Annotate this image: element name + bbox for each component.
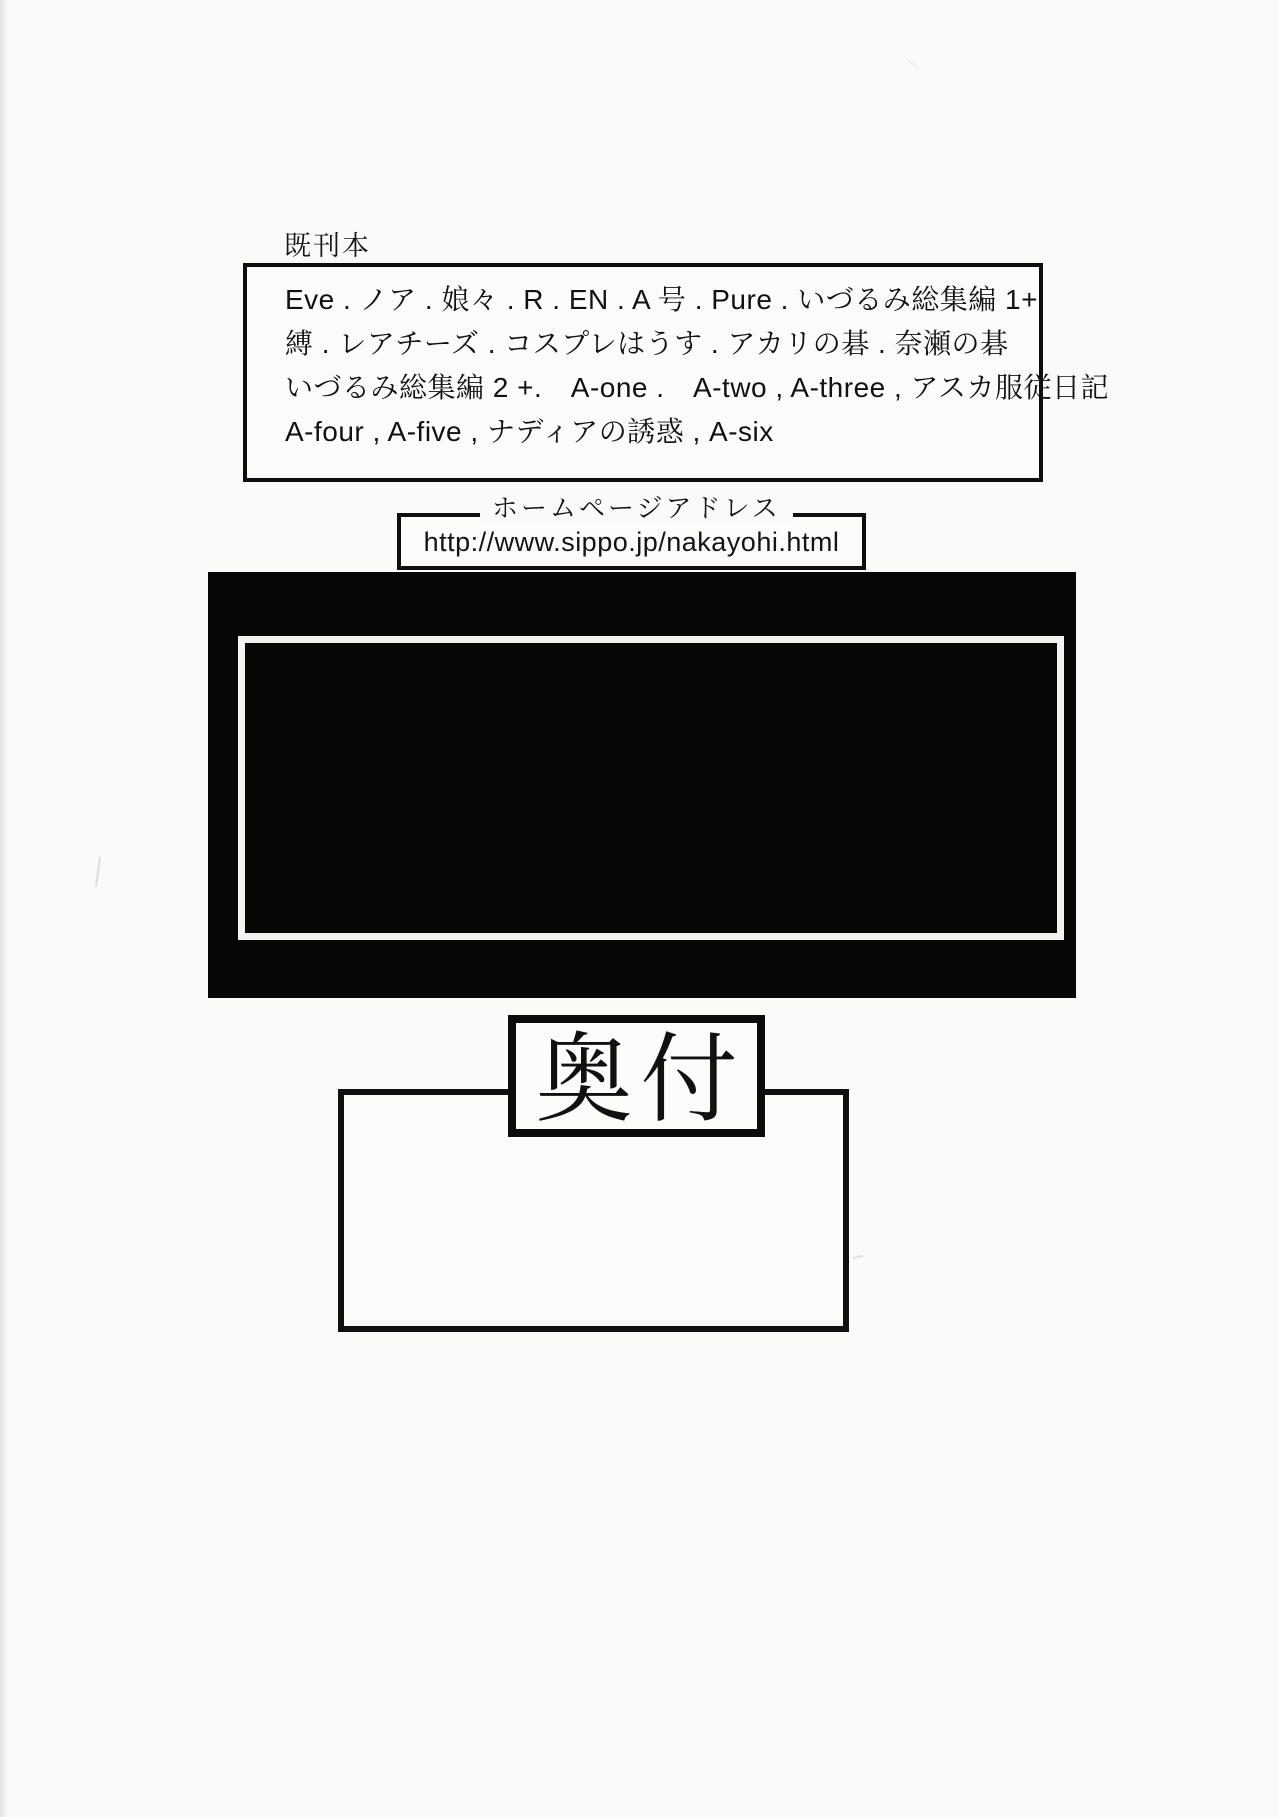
back-catalog-line: 縛 . レアチーズ . コスプレはうす . アカリの碁 . 奈瀬の碁	[285, 328, 1009, 359]
back-catalog-list	[285, 278, 1109, 454]
censored-image-inner-frame	[238, 636, 1064, 940]
back-catalog-line: Eve . ノア . 娘々 . R . EN . A 号 . Pure . いづるみ総集編 1+	[285, 284, 1038, 315]
back-catalog-line: A-four , A-five , ナディアの誘惑 , A-six	[285, 416, 774, 447]
scan-artifact	[95, 857, 101, 887]
back-catalog-box	[243, 263, 1109, 482]
colophon-title-box	[508, 1015, 765, 1137]
censored-image-block	[208, 572, 1076, 998]
homepage-url-text: http://www.sippo.jp/nakayohi.html	[423, 527, 840, 557]
colophon-title-text: 奥付	[535, 1025, 746, 1134]
back-catalog-heading: 既刊本	[284, 231, 371, 261]
scan-artifact	[906, 59, 918, 68]
back-catalog-line: いづるみ総集編 2 +. A-one . A-two , A-three , アスカ服従日記	[285, 372, 1109, 403]
scan-artifact	[851, 1247, 863, 1259]
homepage-address-heading: ホームページアドレス	[480, 492, 793, 524]
